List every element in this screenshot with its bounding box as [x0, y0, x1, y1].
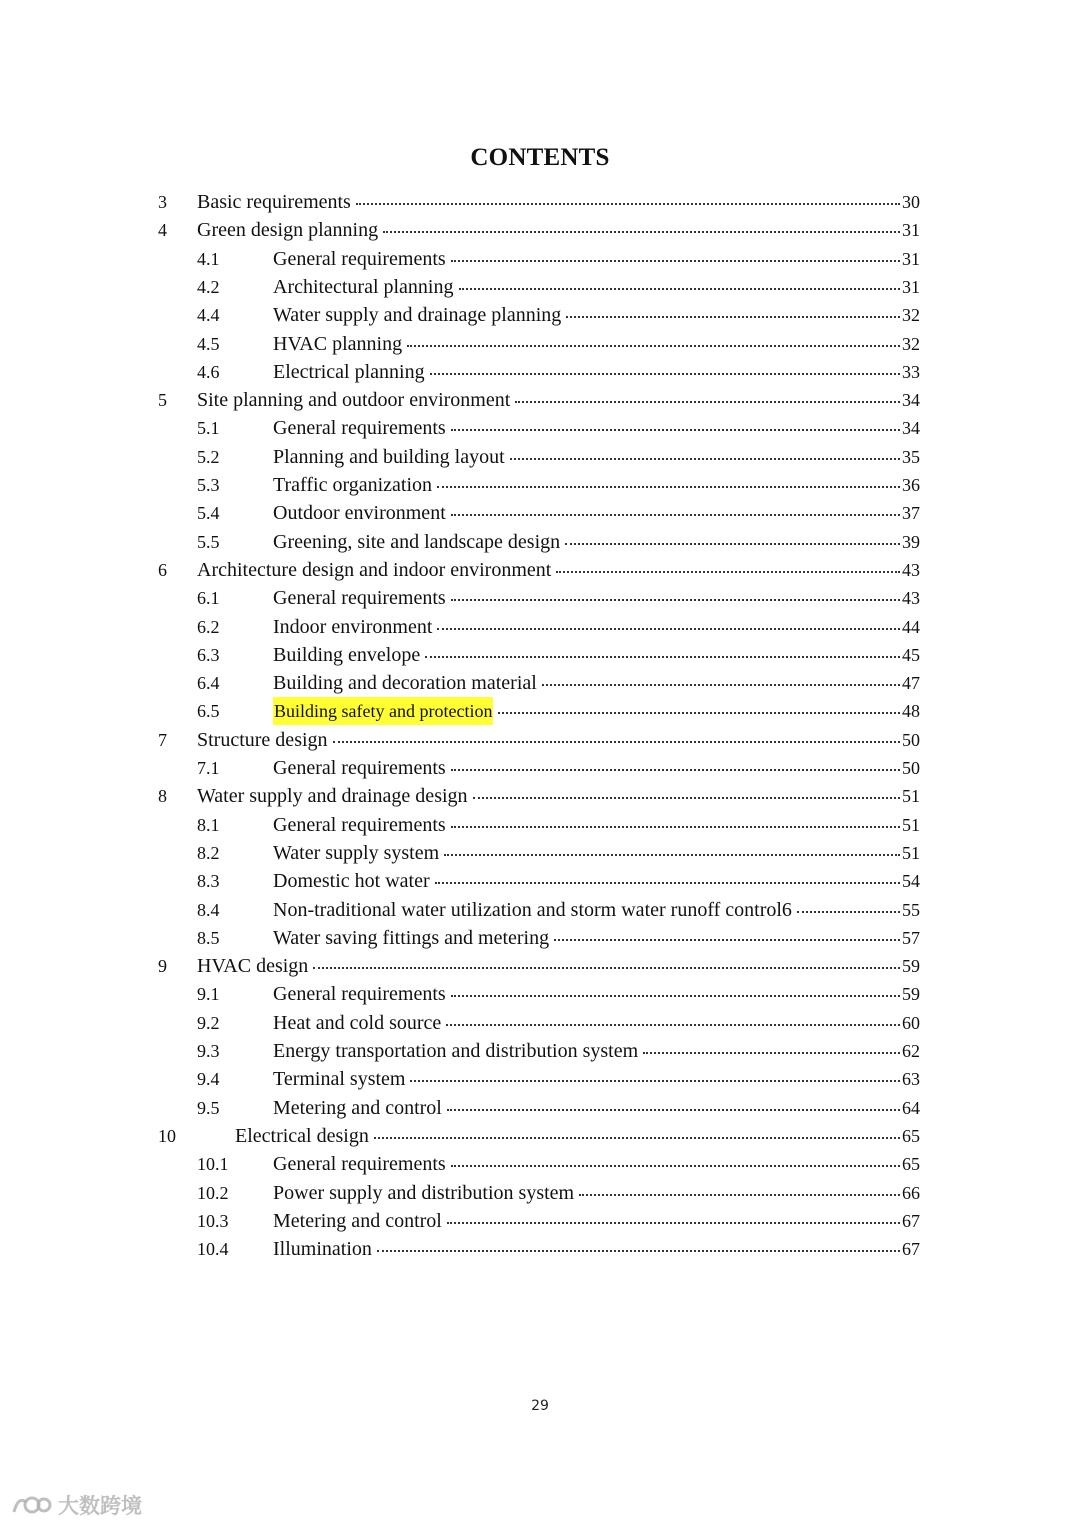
dot-leader [510, 458, 900, 460]
dot-leader [407, 345, 900, 347]
toc-entry-number: 8.5 [197, 927, 220, 948]
toc-entry-number: 10.4 [197, 1239, 229, 1260]
toc-entry-number: 6.4 [197, 673, 220, 694]
toc-entry-page: 55 [902, 899, 920, 920]
toc-entry-number: 6.1 [197, 588, 220, 609]
toc-entry-page: 67 [902, 1239, 920, 1260]
toc-entry-line [197, 726, 920, 754]
toc-entry-number: 7 [158, 729, 167, 750]
toc-entry-number: 10 [158, 1125, 176, 1146]
toc-entry-title: Terminal system [273, 1068, 406, 1091]
dot-leader [515, 401, 900, 403]
toc-entry-line [273, 273, 920, 301]
toc-entry-number: 5.2 [197, 446, 220, 467]
toc-entry-line [273, 1150, 920, 1178]
toc-entry-page: 33 [902, 361, 920, 382]
toc-entry-line [273, 1235, 920, 1263]
toc-entry-title: Power supply and distribution system [273, 1181, 575, 1204]
toc-entry-number: 10.2 [197, 1182, 229, 1203]
toc-entry[interactable] [0, 358, 1080, 386]
toc-entry-title: General requirements [273, 1153, 446, 1176]
toc-entry-page: 30 [902, 192, 920, 212]
dot-leader [473, 797, 900, 799]
toc-entry-title: Traffic organization [273, 474, 433, 496]
dot-leader [643, 1052, 900, 1054]
toc-entry-title: Electrical design [235, 1124, 369, 1147]
toc-entry-page: 60 [902, 1012, 920, 1033]
toc-entry[interactable] [0, 811, 1080, 839]
dot-leader [554, 939, 900, 941]
dot-leader [313, 967, 900, 969]
toc-entry-page: 63 [902, 1069, 920, 1090]
toc-entry-line [273, 245, 920, 273]
toc-entry[interactable] [0, 330, 1080, 358]
toc-entry-page: 67 [902, 1210, 920, 1231]
toc-entry-title: Heat and cold source [273, 1011, 442, 1034]
toc-entry-page: 44 [902, 616, 920, 637]
toc-entry[interactable] [0, 1009, 1080, 1037]
toc-entry[interactable] [0, 697, 1080, 725]
toc-entry-title: Architectural planning [273, 275, 454, 298]
toc-entry-page: 43 [902, 588, 920, 609]
dot-leader [579, 1194, 900, 1196]
toc-entry[interactable] [0, 669, 1080, 697]
toc-entry-number: 7.1 [197, 758, 220, 778]
dot-leader [565, 543, 900, 545]
toc-entry-line [273, 443, 920, 471]
toc-entry-line [273, 1065, 920, 1093]
toc-entry-line [273, 641, 920, 669]
toc-entry-number: 8 [158, 786, 167, 807]
toc-entry-number: 8.1 [197, 814, 220, 835]
toc-entry-title: General requirements [273, 983, 446, 1006]
toc-entry-line [273, 669, 920, 697]
toc-entry[interactable] [0, 1037, 1080, 1065]
toc-entry-page: 39 [902, 531, 920, 552]
toc-entry-page: 45 [902, 644, 920, 665]
toc-entry-title: Indoor environment [273, 615, 433, 638]
toc-entry-number: 9 [158, 956, 167, 977]
toc-entry-page: 43 [902, 559, 920, 580]
toc-entry-number: 9.1 [197, 984, 220, 1005]
toc-entry[interactable] [0, 1094, 1080, 1122]
dot-leader [498, 712, 900, 714]
toc-entry[interactable] [0, 443, 1080, 471]
toc-entry-number: 10.1 [197, 1154, 229, 1175]
toc-entry-title: Building envelope [273, 643, 421, 666]
dot-leader [435, 882, 900, 884]
dot-leader [446, 1024, 900, 1026]
page-number: 29 [531, 1398, 549, 1414]
dot-leader [374, 1137, 900, 1139]
dot-leader [444, 854, 900, 856]
dot-leader [451, 599, 900, 601]
toc-entry[interactable] [0, 216, 1080, 244]
toc-entry[interactable] [0, 1179, 1080, 1207]
toc-entry[interactable] [0, 952, 1080, 980]
toc-entry-title: HVAC planning [273, 332, 403, 355]
toc-entry[interactable] [0, 1150, 1080, 1178]
toc-entry-page: 32 [902, 305, 920, 326]
toc-entry[interactable] [0, 471, 1080, 499]
dot-leader [437, 628, 900, 630]
toc-entry-line [197, 952, 920, 980]
toc-entry-page: 35 [902, 446, 920, 467]
toc-entry-title: Metering and control [273, 1096, 442, 1119]
toc-entry-line [273, 584, 920, 612]
toc-entry[interactable] [0, 528, 1080, 556]
dot-leader [383, 231, 900, 233]
toc-entry[interactable] [0, 1207, 1080, 1235]
toc-entry-number: 8.2 [197, 842, 220, 863]
dot-leader [447, 1222, 900, 1224]
toc-entry-title: Greening, site and landscape design [273, 530, 561, 553]
toc-entry-line [273, 1179, 920, 1207]
toc-entry[interactable] [0, 1122, 1080, 1150]
toc-entry-line [273, 613, 920, 641]
toc-entry-line [273, 980, 920, 1008]
toc-entry-number: 9.2 [197, 1012, 220, 1033]
dot-leader [410, 1080, 900, 1082]
toc-entry-title: Building and decoration material [273, 672, 537, 695]
dot-leader [451, 260, 900, 262]
toc-entry-line [273, 697, 920, 725]
toc-entry-page: 64 [902, 1097, 920, 1118]
toc-entry[interactable] [0, 556, 1080, 584]
toc-entry-line [273, 301, 920, 329]
toc-entry-number: 4.1 [197, 248, 220, 269]
toc-entry-number: 4.5 [197, 333, 220, 354]
toc-entry-number: 9.3 [197, 1041, 220, 1061]
toc-entry-number: 5 [158, 390, 167, 411]
toc-entry-page: 51 [902, 786, 920, 807]
toc-entry-page: 59 [902, 984, 920, 1005]
toc-entry-title: General requirements [273, 587, 446, 610]
dot-leader [451, 429, 900, 431]
toc-entry-page: 32 [902, 333, 920, 354]
dot-leader [377, 1250, 900, 1252]
toc-entry-line [197, 782, 920, 810]
toc-entry[interactable] [0, 896, 1080, 924]
toc-entry[interactable] [0, 754, 1080, 782]
toc-entry-number: 9.5 [197, 1097, 220, 1118]
toc-entry-number: 8.3 [197, 871, 220, 892]
toc-entry-title: Planning and building layout [273, 445, 505, 468]
toc-entry[interactable] [0, 839, 1080, 867]
toc-entry-title: Non-traditional water utilization and storm water runoff control6 [273, 898, 792, 921]
toc-entry-page: 37 [902, 503, 920, 524]
toc-entry-line [273, 414, 920, 442]
toc-entry-title: Water saving fittings and metering [273, 926, 550, 949]
toc-entry-number: 3 [158, 192, 167, 212]
toc-entry-number: 5.1 [197, 418, 220, 439]
toc-entry[interactable] [0, 980, 1080, 1008]
toc-entry-number: 6.3 [197, 644, 220, 665]
toc-entry-line [273, 1009, 920, 1037]
toc-entry-title: Water supply and drainage design [197, 785, 468, 808]
toc-entry-title: Water supply and drainage planning [273, 304, 562, 327]
watermark-logo-icon [10, 1492, 52, 1518]
toc-entry-page: 34 [902, 390, 920, 411]
toc-entry-number: 4.4 [197, 305, 220, 326]
toc-entry[interactable] [0, 924, 1080, 952]
toc-entry-page: 57 [902, 927, 920, 948]
toc-entry-title: General requirements [273, 813, 446, 836]
toc-entry-number: 5.3 [197, 475, 220, 495]
toc-entry-title-highlighted: Building safety and protection [273, 697, 493, 725]
toc-entry-page: 50 [902, 729, 920, 750]
toc-entry-page: 51 [902, 814, 920, 835]
dot-leader [447, 1109, 900, 1111]
toc-entry[interactable] [0, 1065, 1080, 1093]
toc-entry-number: 5.4 [197, 503, 220, 524]
dot-leader [430, 373, 900, 375]
toc-entry-title: General requirements [273, 247, 446, 270]
toc-entry-line [273, 330, 920, 358]
toc-entry-page: 31 [902, 220, 920, 241]
toc-entry-title: HVAC design [197, 955, 309, 978]
toc-entry-page: 34 [902, 418, 920, 439]
toc-entry-page: 50 [902, 758, 920, 778]
toc-entry-line [273, 499, 920, 527]
toc-entry-page: 65 [902, 1125, 920, 1146]
page-title: CONTENTS [470, 144, 610, 171]
toc-entry-line [197, 188, 920, 216]
toc-entry-title: Green design planning [197, 219, 379, 242]
toc-entry[interactable] [0, 499, 1080, 527]
toc-entry-line [197, 386, 920, 414]
toc-entry-page: 36 [902, 475, 920, 495]
toc-entry-title: General requirements [273, 757, 446, 779]
toc-entry-number: 9.4 [197, 1069, 220, 1090]
toc-entry-line [273, 358, 920, 386]
toc-entry-number: 6 [158, 559, 167, 580]
dot-leader [425, 656, 900, 658]
toc-entry-line [273, 754, 920, 782]
toc-entry-page: 31 [902, 276, 920, 297]
dot-leader [542, 684, 900, 686]
toc-entry-page: 62 [902, 1041, 920, 1061]
toc-entry-line [273, 1094, 920, 1122]
toc-entry[interactable] [0, 273, 1080, 301]
toc-entry-line [197, 556, 920, 584]
toc-entry-line [235, 1122, 920, 1150]
toc-entry-number: 8.4 [197, 899, 220, 920]
toc-entry[interactable] [0, 584, 1080, 612]
dot-leader [459, 288, 901, 290]
toc-entry-page: 54 [902, 871, 920, 892]
toc-entry-line [273, 811, 920, 839]
toc-entry-title: Site planning and outdoor environment [197, 389, 511, 412]
toc-entry-line [273, 471, 920, 499]
toc-entry-page: 51 [902, 842, 920, 863]
toc-entry-number: 6.2 [197, 616, 220, 637]
toc-entry-title: Energy transportation and distribution system [273, 1040, 639, 1062]
toc-entry-page: 48 [902, 701, 920, 722]
toc-entry-page: 66 [902, 1182, 920, 1203]
dot-leader [451, 769, 900, 771]
toc-entry-line [273, 839, 920, 867]
toc-entry[interactable] [0, 867, 1080, 895]
toc-entry-title: Illumination [273, 1238, 372, 1261]
toc-entry-page: 47 [902, 673, 920, 694]
toc-entry-title: Electrical planning [273, 360, 425, 383]
toc-entry-title: Basic requirements [197, 191, 351, 213]
toc-entry-title: General requirements [273, 417, 446, 440]
dot-leader [333, 741, 900, 743]
toc-entry[interactable] [0, 1235, 1080, 1263]
toc-entry[interactable] [0, 245, 1080, 273]
toc-entry[interactable] [0, 301, 1080, 329]
toc-entry-line [273, 1207, 920, 1235]
toc-entry-line [273, 896, 920, 924]
toc-entry-title: Structure design [197, 728, 328, 751]
toc-entry-title: Architecture design and indoor environment [197, 558, 552, 581]
toc-entry-line [273, 528, 920, 556]
toc-entry-number: 5.5 [197, 531, 220, 552]
toc-entry[interactable] [0, 188, 1080, 216]
toc-entry-title: Metering and control [273, 1209, 442, 1232]
dot-leader [451, 826, 900, 828]
toc-entry-number: 4.2 [197, 276, 220, 297]
toc-entry-number: 4.6 [197, 361, 220, 382]
dot-leader [451, 1165, 900, 1167]
watermark [10, 1490, 142, 1520]
toc-entry-page: 31 [902, 248, 920, 269]
toc-entry[interactable] [0, 386, 1080, 414]
toc-entry-number: 4 [158, 220, 167, 241]
toc-entry[interactable] [0, 613, 1080, 641]
toc-entry-line [273, 867, 920, 895]
toc-entry-line [273, 1037, 920, 1065]
toc-entry-page: 65 [902, 1154, 920, 1175]
toc-entry[interactable] [0, 414, 1080, 442]
dot-leader [437, 486, 900, 488]
dot-leader [451, 514, 900, 516]
toc-entry-line [197, 216, 920, 244]
toc-entry-page: 59 [902, 956, 920, 977]
toc-entry-title: Domestic hot water [273, 870, 430, 893]
toc-entry-title: Water supply system [273, 841, 440, 864]
dot-leader [356, 203, 900, 205]
toc-entry[interactable] [0, 641, 1080, 669]
dot-leader [566, 316, 900, 318]
watermark-text: 大数跨境 [58, 1494, 142, 1518]
dot-leader [556, 571, 900, 573]
toc-entry-title: Outdoor environment [273, 502, 446, 525]
toc-entry-line [273, 924, 920, 952]
toc-entry-number: 6.5 [197, 701, 220, 722]
toc-entry[interactable] [0, 726, 1080, 754]
toc-entry[interactable] [0, 782, 1080, 810]
dot-leader [451, 995, 900, 997]
dot-leader [797, 911, 900, 913]
toc-entry-number: 10.3 [197, 1210, 229, 1231]
